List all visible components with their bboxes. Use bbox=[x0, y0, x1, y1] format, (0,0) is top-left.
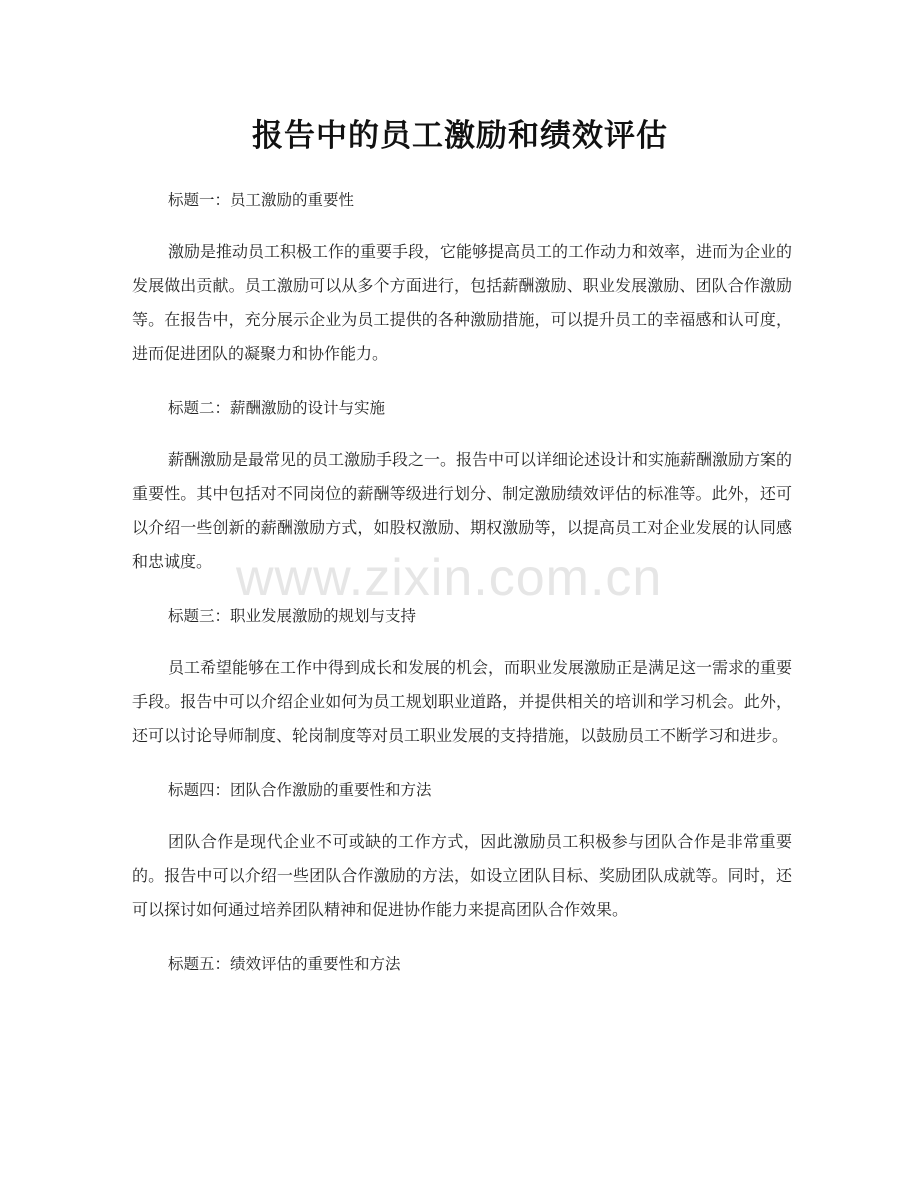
section-heading-4: 标题四：团队合作激励的重要性和方法 bbox=[168, 781, 432, 799]
section-paragraph-3: 员工希望能够在工作中得到成长和发展的机会，而职业发展激励正是满足这一需求的重要手段。报告中可以介绍企业如何为员工规划职业道路，并提供相关的培训和学习机会。此外，还可以讨论导师制度、轮岗制度等对员工职业发展的支持措施，以鼓励员工不断学习和进步。 bbox=[132, 658, 793, 745]
section-paragraph-2: 薪酬激励是最常见的员工激励手段之一。报告中可以详细论述设计和实施薪酬激励方案的重要性。其中包括对不同岗位的薪酬等级进行划分、制定激励绩效评估的标准等。此外，还可以介绍一些创新的薪酬激励方式，如股权激励、期权激励等，以提高员工对企业发展的认同感和忠诚度。 bbox=[132, 450, 793, 571]
document-title: 报告中的员工激励和绩效评估 bbox=[252, 118, 668, 154]
section-heading-2: 标题二：薪酬激励的设计与实施 bbox=[168, 399, 386, 417]
section-heading-5: 标题五：绩效评估的重要性和方法 bbox=[168, 955, 401, 973]
watermark: www.zixin.com.cn bbox=[236, 549, 663, 607]
section-paragraph-4: 团队合作是现代企业不可或缺的工作方式，因此激励员工积极参与团队合作是非常重要的。报告中可以介绍一些团队合作激励的方法，如设立团队目标、奖励团队成就等。同时，还可以探讨如何通过培养团队精神和促进协作能力来提高团队合作效果。 bbox=[132, 832, 792, 919]
section-paragraph-1: 激励是推动员工积极工作的重要手段，它能够提高员工的工作动力和效率，进而为企业的发展做出贡献。员工激励可以从多个方面进行，包括薪酬激励、职业发展激励、团队合作激励等。在报告中，充分展示企业为员工提供的各种激励措施，可以提升员工的幸福感和认可度，进而促进团队的凝聚力和协作能力。 bbox=[132, 242, 793, 363]
document-body bbox=[132, 183, 792, 981]
section-heading-1: 标题一：员工激励的重要性 bbox=[168, 191, 355, 209]
section-heading-3: 标题三：职业发展激励的规划与支持 bbox=[168, 607, 417, 625]
